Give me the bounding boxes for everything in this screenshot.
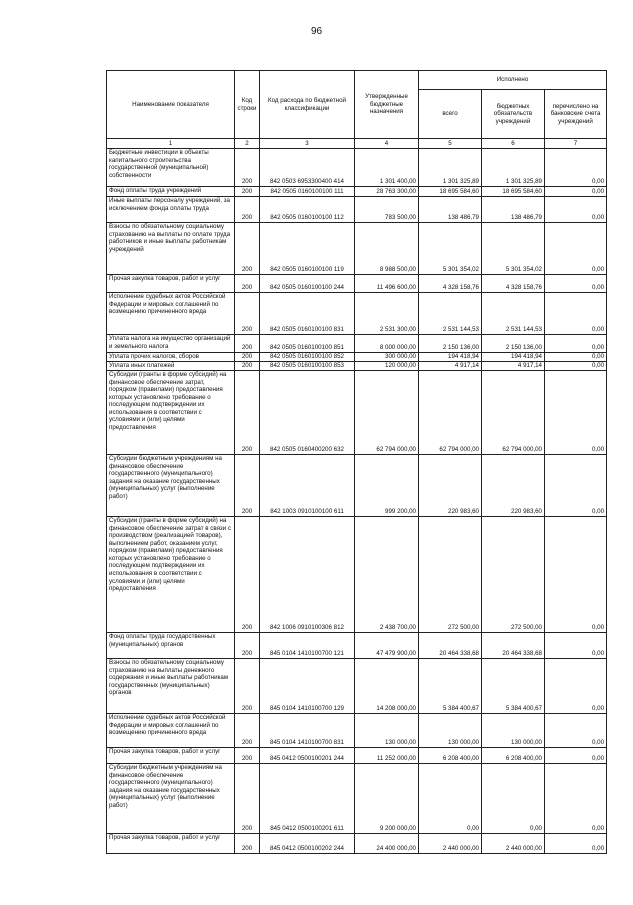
row-line-code: 200 bbox=[235, 633, 260, 659]
row-approved: 300 000,00 bbox=[355, 353, 419, 362]
row-name: Иные выплаты персоналу учреждений, за исключением фонда оплаты труда bbox=[107, 197, 235, 223]
column-number: 1 bbox=[107, 139, 235, 149]
row-executed-total: 4 328 158,76 bbox=[419, 275, 482, 293]
row-approved: 62 794 000,00 bbox=[355, 371, 419, 455]
row-line-code: 200 bbox=[235, 764, 260, 834]
row-expense-code: 842 0505 0160100100 119 bbox=[260, 223, 355, 275]
row-executed-total: 194 418,94 bbox=[419, 353, 482, 362]
row-expense-code: 842 0503 6953300400 414 bbox=[260, 149, 355, 187]
row-approved: 14 208 000,00 bbox=[355, 659, 419, 714]
row-executed-total: 2 440 000,00 bbox=[419, 834, 482, 854]
row-name: Исполнение судебных актов Российской Федерации и мировых соглашений по возмещению причиненного вреда bbox=[107, 714, 235, 748]
row-expense-code: 842 0505 0160400200 632 bbox=[260, 371, 355, 455]
row-expense-code: 842 0505 0160100100 853 bbox=[260, 362, 355, 371]
row-name: Фонд оплаты труда учреждений bbox=[107, 187, 235, 197]
row-budget-obligations: 18 695 584,60 bbox=[482, 187, 545, 197]
table-row bbox=[107, 187, 607, 197]
table-row bbox=[107, 362, 607, 371]
header-line-code: Код строки bbox=[235, 71, 260, 139]
row-line-code: 200 bbox=[235, 659, 260, 714]
row-expense-code: 845 0104 1410100700 831 bbox=[260, 714, 355, 748]
row-name: Прочая закупка товаров, работ и услуг bbox=[107, 748, 235, 764]
table-row bbox=[107, 353, 607, 362]
table-row bbox=[107, 455, 607, 517]
row-line-code: 200 bbox=[235, 335, 260, 353]
row-approved: 8 988 500,00 bbox=[355, 223, 419, 275]
row-transferred: 0,00 bbox=[545, 362, 607, 371]
row-approved: 1 301 400,00 bbox=[355, 149, 419, 187]
row-expense-code: 842 0505 0160100100 851 bbox=[260, 335, 355, 353]
row-name: Бюджетные инвестиции в объекты капитального строительства государственной (муниципальной) собственности bbox=[107, 149, 235, 187]
row-line-code: 200 bbox=[235, 455, 260, 517]
row-budget-obligations: 2 531 144,53 bbox=[482, 293, 545, 335]
row-approved: 9 200 000,00 bbox=[355, 764, 419, 834]
row-name: Исполнение судебных актов Российской Федерации и мировых соглашений по возмещению причиненного вреда bbox=[107, 293, 235, 335]
row-executed-total: 220 983,60 bbox=[419, 455, 482, 517]
row-budget-obligations: 62 794 000,00 bbox=[482, 371, 545, 455]
table-row bbox=[107, 223, 607, 275]
row-executed-total: 138 486,79 bbox=[419, 197, 482, 223]
column-number-row bbox=[107, 139, 607, 149]
row-transferred: 0,00 bbox=[545, 293, 607, 335]
row-executed-total: 130 000,00 bbox=[419, 714, 482, 748]
row-expense-code: 842 0505 0160100100 831 bbox=[260, 293, 355, 335]
row-approved: 11 496 600,00 bbox=[355, 275, 419, 293]
table-body bbox=[107, 149, 607, 854]
row-transferred: 0,00 bbox=[545, 275, 607, 293]
row-expense-code: 842 0505 0160100100 112 bbox=[260, 197, 355, 223]
row-transferred: 0,00 bbox=[545, 197, 607, 223]
row-transferred: 0,00 bbox=[545, 371, 607, 455]
row-executed-total: 2 150 136,00 bbox=[419, 335, 482, 353]
row-approved: 28 763 300,00 bbox=[355, 187, 419, 197]
row-line-code: 200 bbox=[235, 517, 260, 633]
header-name: Наименование показателя bbox=[107, 71, 235, 139]
row-approved: 24 400 000,00 bbox=[355, 834, 419, 854]
table-row bbox=[107, 714, 607, 748]
row-executed-total: 1 301 325,89 bbox=[419, 149, 482, 187]
row-budget-obligations: 6 208 400,00 bbox=[482, 748, 545, 764]
row-expense-code: 845 0412 0500100201 611 bbox=[260, 764, 355, 834]
table-row bbox=[107, 517, 607, 633]
row-line-code: 200 bbox=[235, 371, 260, 455]
row-line-code: 200 bbox=[235, 353, 260, 362]
header-executed: Исполнено bbox=[419, 71, 607, 90]
row-name: Уплата иных платежей bbox=[107, 362, 235, 371]
row-line-code: 200 bbox=[235, 187, 260, 197]
row-budget-obligations: 5 384 400,67 bbox=[482, 659, 545, 714]
row-executed-total: 5 301 354,02 bbox=[419, 223, 482, 275]
row-line-code: 200 bbox=[235, 834, 260, 854]
row-budget-obligations: 0,00 bbox=[482, 764, 545, 834]
row-budget-obligations: 130 000,00 bbox=[482, 714, 545, 748]
row-name: Субсидии (гранты в форме субсидий) на финансовое обеспечение затрат, порядком (правилами) предоставления которых установлено требование о последующем подтверждении их использования в соответствии с условиями и (или) целями предоставления bbox=[107, 371, 235, 455]
row-approved: 11 252 000,00 bbox=[355, 748, 419, 764]
column-number: 6 bbox=[482, 139, 545, 149]
row-transferred: 0,00 bbox=[545, 353, 607, 362]
table-row bbox=[107, 764, 607, 834]
row-line-code: 200 bbox=[235, 149, 260, 187]
row-approved: 783 500,00 bbox=[355, 197, 419, 223]
row-transferred: 0,00 bbox=[545, 633, 607, 659]
row-budget-obligations: 272 500,00 bbox=[482, 517, 545, 633]
row-name: Субсидии бюджетным учреждениям на финансовое обеспечение государственного (муниципального) задания на оказание государственных (муниципальных) услуг (выполнение работ) bbox=[107, 455, 235, 517]
column-number: 4 bbox=[355, 139, 419, 149]
table-row bbox=[107, 659, 607, 714]
row-executed-total: 2 531 144,53 bbox=[419, 293, 482, 335]
row-approved: 120 000,00 bbox=[355, 362, 419, 371]
table-row bbox=[107, 149, 607, 187]
budget-execution-table bbox=[106, 70, 607, 854]
row-transferred: 0,00 bbox=[545, 335, 607, 353]
row-budget-obligations: 1 301 325,89 bbox=[482, 149, 545, 187]
row-budget-obligations: 4 328 158,76 bbox=[482, 275, 545, 293]
row-budget-obligations: 2 440 000,00 bbox=[482, 834, 545, 854]
row-expense-code: 845 0104 1410100700 129 bbox=[260, 659, 355, 714]
row-executed-total: 6 208 400,00 bbox=[419, 748, 482, 764]
row-budget-obligations: 138 486,79 bbox=[482, 197, 545, 223]
row-line-code: 200 bbox=[235, 714, 260, 748]
row-name: Уплата прочих налогов, сборов bbox=[107, 353, 235, 362]
row-approved: 47 479 900,00 bbox=[355, 633, 419, 659]
row-transferred: 0,00 bbox=[545, 187, 607, 197]
row-line-code: 200 bbox=[235, 362, 260, 371]
row-name: Взносы по обязательному социальному страхованию на выплаты по оплате труда работников и иные выплаты работникам учреждений bbox=[107, 223, 235, 275]
row-approved: 8 000 000,00 bbox=[355, 335, 419, 353]
row-budget-obligations: 4 917,14 bbox=[482, 362, 545, 371]
row-executed-total: 18 695 584,60 bbox=[419, 187, 482, 197]
row-line-code: 200 bbox=[235, 223, 260, 275]
row-executed-total: 272 500,00 bbox=[419, 517, 482, 633]
row-executed-total: 0,00 bbox=[419, 764, 482, 834]
table-row bbox=[107, 197, 607, 223]
row-line-code: 200 bbox=[235, 293, 260, 335]
row-name: Взносы по обязательному социальному страхованию на выплаты денежного содержания и иные выплаты работникам государственных (муниципальных) органов bbox=[107, 659, 235, 714]
page-number: 96 bbox=[310, 26, 323, 37]
row-budget-obligations: 194 418,94 bbox=[482, 353, 545, 362]
row-approved: 2 438 700,00 bbox=[355, 517, 419, 633]
row-executed-total: 20 464 338,68 bbox=[419, 633, 482, 659]
header-approved: Утвержденные бюджетные назначения bbox=[355, 71, 419, 139]
row-name: Прочая закупка товаров, работ и услуг bbox=[107, 275, 235, 293]
row-budget-obligations: 2 150 136,00 bbox=[482, 335, 545, 353]
header-total: всего bbox=[419, 90, 482, 139]
row-approved: 130 000,00 bbox=[355, 714, 419, 748]
row-expense-code: 842 1003 0910100100 611 bbox=[260, 455, 355, 517]
table-row bbox=[107, 834, 607, 854]
row-expense-code: 842 1006 0910100306 812 bbox=[260, 517, 355, 633]
column-number: 5 bbox=[419, 139, 482, 149]
column-number: 3 bbox=[260, 139, 355, 149]
row-expense-code: 842 0505 0160100100 111 bbox=[260, 187, 355, 197]
row-transferred: 0,00 bbox=[545, 834, 607, 854]
column-number: 7 bbox=[545, 139, 607, 149]
table-row bbox=[107, 293, 607, 335]
row-approved: 2 531 300,00 bbox=[355, 293, 419, 335]
row-approved: 999 200,00 bbox=[355, 455, 419, 517]
table-row bbox=[107, 371, 607, 455]
row-line-code: 200 bbox=[235, 197, 260, 223]
row-transferred: 0,00 bbox=[545, 714, 607, 748]
row-budget-obligations: 20 464 338,68 bbox=[482, 633, 545, 659]
row-transferred: 0,00 bbox=[545, 517, 607, 633]
row-name: Субсидии (гранты в форме субсидий) на финансовое обеспечение затрат в связи с производством (реализацией товаров), выполнением работ, оказанием услуг, порядком (правилами) предоставления которых установлено требование о последующем подтверждении их использования в соответствии с условиями и (или) целями предоставления bbox=[107, 517, 235, 633]
row-name: Субсидии бюджетным учреждениям на финансовое обеспечение государственного (муниципального) задания на оказание государственных (муниципальных) услуг (выполнение работ) bbox=[107, 764, 235, 834]
header-transferred: перечислено на банковские счета учреждений bbox=[545, 90, 607, 139]
row-expense-code: 842 0505 0160100100 244 bbox=[260, 275, 355, 293]
column-number: 2 bbox=[235, 139, 260, 149]
row-transferred: 0,00 bbox=[545, 223, 607, 275]
row-executed-total: 62 794 000,00 bbox=[419, 371, 482, 455]
row-executed-total: 5 384 400,67 bbox=[419, 659, 482, 714]
row-expense-code: 845 0412 0500100202 244 bbox=[260, 834, 355, 854]
row-transferred: 0,00 bbox=[545, 149, 607, 187]
row-name: Фонд оплаты труда государственных (муниципальных) органов bbox=[107, 633, 235, 659]
row-budget-obligations: 220 983,60 bbox=[482, 455, 545, 517]
table-row bbox=[107, 633, 607, 659]
table-row bbox=[107, 748, 607, 764]
table-row bbox=[107, 275, 607, 293]
row-expense-code: 842 0505 0160100100 852 bbox=[260, 353, 355, 362]
row-budget-obligations: 5 301 354,02 bbox=[482, 223, 545, 275]
table-row bbox=[107, 335, 607, 353]
row-executed-total: 4 917,14 bbox=[419, 362, 482, 371]
row-name: Уплата налога на имущество организаций и земельного налога bbox=[107, 335, 235, 353]
row-expense-code: 845 0412 0500100201 244 bbox=[260, 748, 355, 764]
row-transferred: 0,00 bbox=[545, 764, 607, 834]
row-transferred: 0,00 bbox=[545, 748, 607, 764]
row-expense-code: 845 0104 1410100700 121 bbox=[260, 633, 355, 659]
row-line-code: 200 bbox=[235, 748, 260, 764]
row-transferred: 0,00 bbox=[545, 455, 607, 517]
row-name: Прочая закупка товаров, работ и услуг bbox=[107, 834, 235, 854]
row-transferred: 0,00 bbox=[545, 659, 607, 714]
header-expense-code: Код расхода по бюджетной классификации bbox=[260, 71, 355, 139]
header-budget-obligations: бюджетных обязательств учреждений bbox=[482, 90, 545, 139]
row-line-code: 200 bbox=[235, 275, 260, 293]
